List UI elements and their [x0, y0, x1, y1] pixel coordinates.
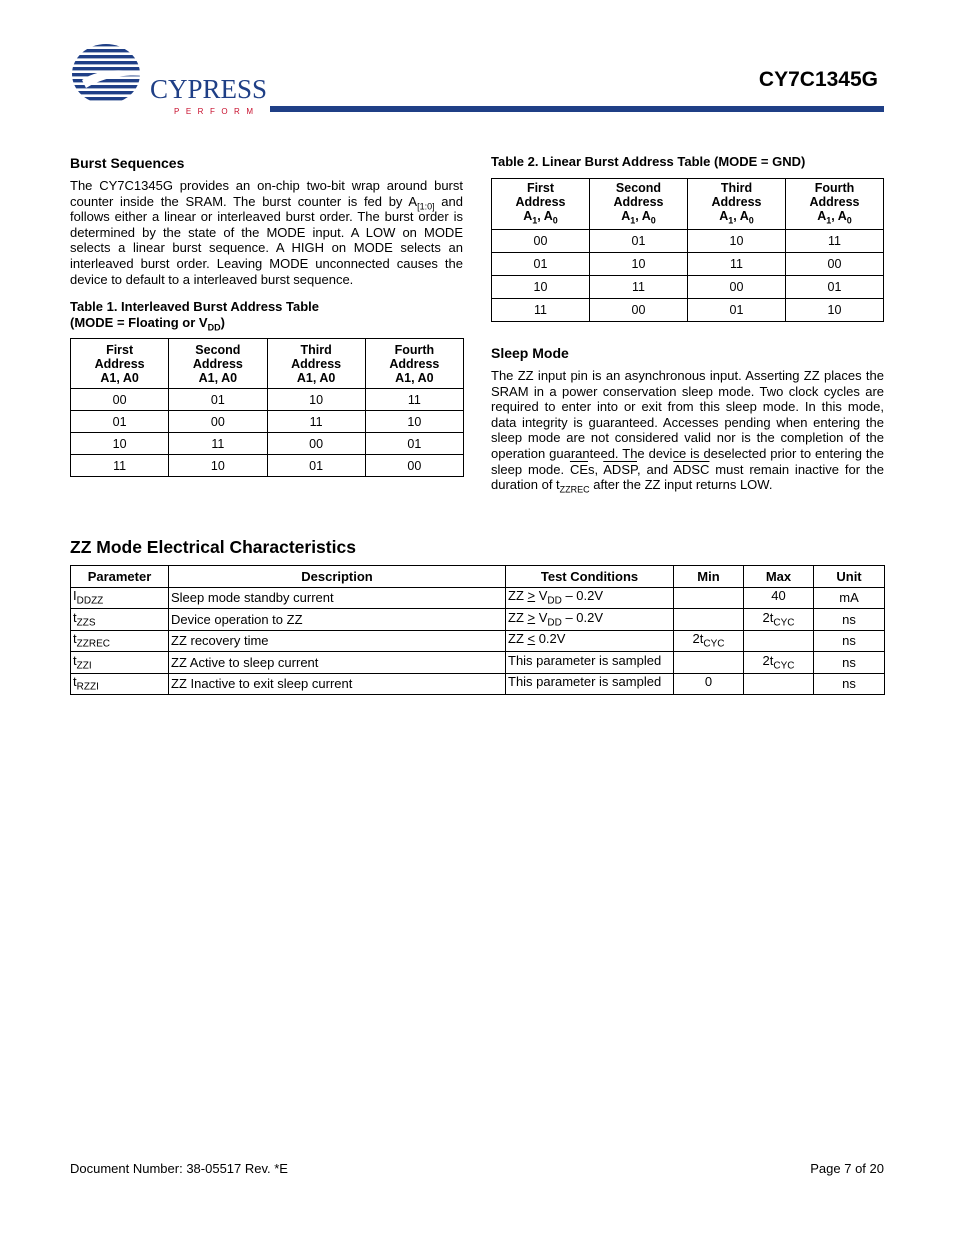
table-row: [71, 389, 464, 411]
zz-max: $2t_{CYC}$: [744, 652, 814, 674]
zz-test-condition: ZZ > $V_{DD} - 0.2V$: [506, 587, 674, 609]
table-cell: 00: [492, 230, 590, 253]
zz-max: 40: [744, 587, 814, 609]
zz-test-condition: This parameter is sampled: [506, 652, 674, 674]
zz-min: 0: [674, 673, 744, 695]
table-cell: 01: [786, 276, 884, 299]
cypress-globe-icon: [68, 40, 268, 120]
zz-description: ZZ recovery time: [169, 630, 506, 652]
burst-heading: Burst Sequences: [70, 155, 185, 171]
zz-unit: ns: [814, 630, 885, 652]
part-number: CY7C1345G: [758, 68, 878, 91]
header-rule: [270, 106, 884, 112]
zz-min: [674, 609, 744, 631]
table-cell: 00: [365, 455, 463, 477]
table1-interleaved: [70, 338, 464, 477]
zz-description: ZZ Active to sleep current: [169, 652, 506, 674]
table2-header: Second Address $A_1$, $A_0$: [590, 179, 688, 230]
table-cell: 00: [786, 253, 884, 276]
zz-test-condition: ZZ < 0.2V: [506, 630, 674, 652]
table-cell: 10: [365, 411, 463, 433]
table1-caption: Table 1. Interleaved Burst Address Table (MODE = Floating or $V_{DD}$): [70, 299, 320, 333]
footer-page-number: Page 7 of 20: [810, 1161, 884, 1176]
table1-header: Fourth Address A1, A0: [365, 339, 463, 389]
zz-parameter: $I_{DDZZ}$: [71, 587, 169, 609]
zz-unit: ns: [814, 673, 885, 695]
table-cell: 00: [267, 433, 365, 455]
table-row: [71, 587, 885, 609]
table1-header: First Address A1, A0: [71, 339, 169, 389]
table-cell: 11: [169, 433, 267, 455]
table-cell: 10: [267, 389, 365, 411]
table-cell: 11: [688, 253, 786, 276]
table-cell: 01: [169, 389, 267, 411]
table-cell: 01: [267, 455, 365, 477]
zz-test-condition: This parameter is sampled: [506, 673, 674, 695]
table-cell: 11: [365, 389, 463, 411]
zz-header-max: Max: [744, 566, 814, 588]
table-row: [71, 411, 464, 433]
table-row: [492, 253, 884, 276]
table1-header: Third Address A1, A0: [267, 339, 365, 389]
table-row: [71, 609, 885, 631]
cypress-logo: [68, 40, 268, 120]
table2-header: Fourth Address $A_1$, $A_0$: [786, 179, 884, 230]
table-cell: 11: [267, 411, 365, 433]
table-cell: 00: [71, 389, 169, 411]
table-cell: 00: [169, 411, 267, 433]
zz-min: [674, 587, 744, 609]
zz-table: [70, 565, 885, 695]
zz-description: Device operation to ZZ: [169, 609, 506, 631]
zz-heading: ZZ Mode Electrical Characteristics: [70, 537, 356, 557]
table2-caption: Table 2. Linear Burst Address Table (MODE = GND): [491, 154, 806, 169]
table2-linear: [491, 178, 884, 322]
table-cell: 10: [590, 253, 688, 276]
table-cell: 00: [688, 276, 786, 299]
logo-tagline: PERFORM: [174, 107, 260, 116]
table-cell: 11: [590, 276, 688, 299]
zz-parameter: $t_{RZZI}$: [71, 673, 169, 695]
zz-parameter: $t_{ZZREC}$: [71, 630, 169, 652]
table-row: [71, 433, 464, 455]
zz-header-parameter: Parameter: [71, 566, 169, 588]
zz-unit: ns: [814, 652, 885, 674]
zz-max: $2t_{CYC}$: [744, 609, 814, 631]
zz-parameter: $t_{ZZS}$: [71, 609, 169, 631]
table2-header: First Address $A_1$, $A_0$: [492, 179, 590, 230]
zz-min: $2t_{CYC}$: [674, 630, 744, 652]
table-cell: 10: [492, 276, 590, 299]
table1-header: Second Address A1, A0: [169, 339, 267, 389]
table-cell: 10: [786, 299, 884, 322]
burst-paragraph: The CY7C1345G provides an on-chip two-bit wrap around burst counter inside the SRAM. The burst counter is fed by $A_{[1:0]}$ and follows either a linear or interleaved burst order. The burst order is determined by the state of the MODE input. A LOW on MODE selects a linear burst sequence. A HIGH on MODE selects an interleaved burst order. Leaving MODE unconnected causes the device to default to a interleaved burst sequence.: [70, 178, 463, 287]
table2-header: Third Address $A_1$, $A_0$: [688, 179, 786, 230]
zz-header-unit: Unit: [814, 566, 885, 588]
table-cell: 11: [492, 299, 590, 322]
table-cell: 01: [688, 299, 786, 322]
zz-description: Sleep mode standby current: [169, 587, 506, 609]
table-cell: 00: [590, 299, 688, 322]
table-row: [71, 630, 885, 652]
zz-header-description: Description: [169, 566, 506, 588]
zz-description: ZZ Inactive to exit sleep current: [169, 673, 506, 695]
table-row: [71, 673, 885, 695]
zz-min: [674, 652, 744, 674]
zz-unit: mA: [814, 587, 885, 609]
zz-header-test-conditions: Test Conditions: [506, 566, 674, 588]
table-row: [71, 455, 464, 477]
sleep-heading: Sleep Mode: [491, 345, 569, 361]
sleep-paragraph: The ZZ input pin is an asynchronous input. Asserting ZZ places the SRAM in a power conservation sleep mode. Two clock cycles are required to enter into or exit from this sleep mode. In this mode, data integrity is guaranteed. Accesses pending when entering the sleep mode are not considered valid nor is the completion of the operation guaranteed. The device is deselected prior to entering the sleep mode. CEs, ADSP, and ADSC must remain inactive for the duration of $t_{ZZREC}$ after the ZZ input returns LOW.: [491, 368, 884, 495]
zz-parameter: $t_{ZZI}$: [71, 652, 169, 674]
zz-max: [744, 673, 814, 695]
table-cell: 01: [492, 253, 590, 276]
table-row: [492, 230, 884, 253]
zz-header-min: Min: [674, 566, 744, 588]
table-cell: 11: [786, 230, 884, 253]
table-cell: 01: [365, 433, 463, 455]
table-row: [71, 652, 885, 674]
logo-wordmark: CYPRESS: [150, 74, 268, 104]
zz-max: [744, 630, 814, 652]
table-row: [492, 276, 884, 299]
table-cell: 11: [71, 455, 169, 477]
table-cell: 01: [71, 411, 169, 433]
footer-doc-number: Document Number: 38-05517 Rev. *E: [70, 1161, 288, 1176]
zz-unit: ns: [814, 609, 885, 631]
table-cell: 10: [688, 230, 786, 253]
zz-test-condition: ZZ > $V_{DD} - 0.2V$: [506, 609, 674, 631]
table-cell: 01: [590, 230, 688, 253]
table-cell: 10: [169, 455, 267, 477]
table-cell: 10: [71, 433, 169, 455]
table-row: [492, 299, 884, 322]
